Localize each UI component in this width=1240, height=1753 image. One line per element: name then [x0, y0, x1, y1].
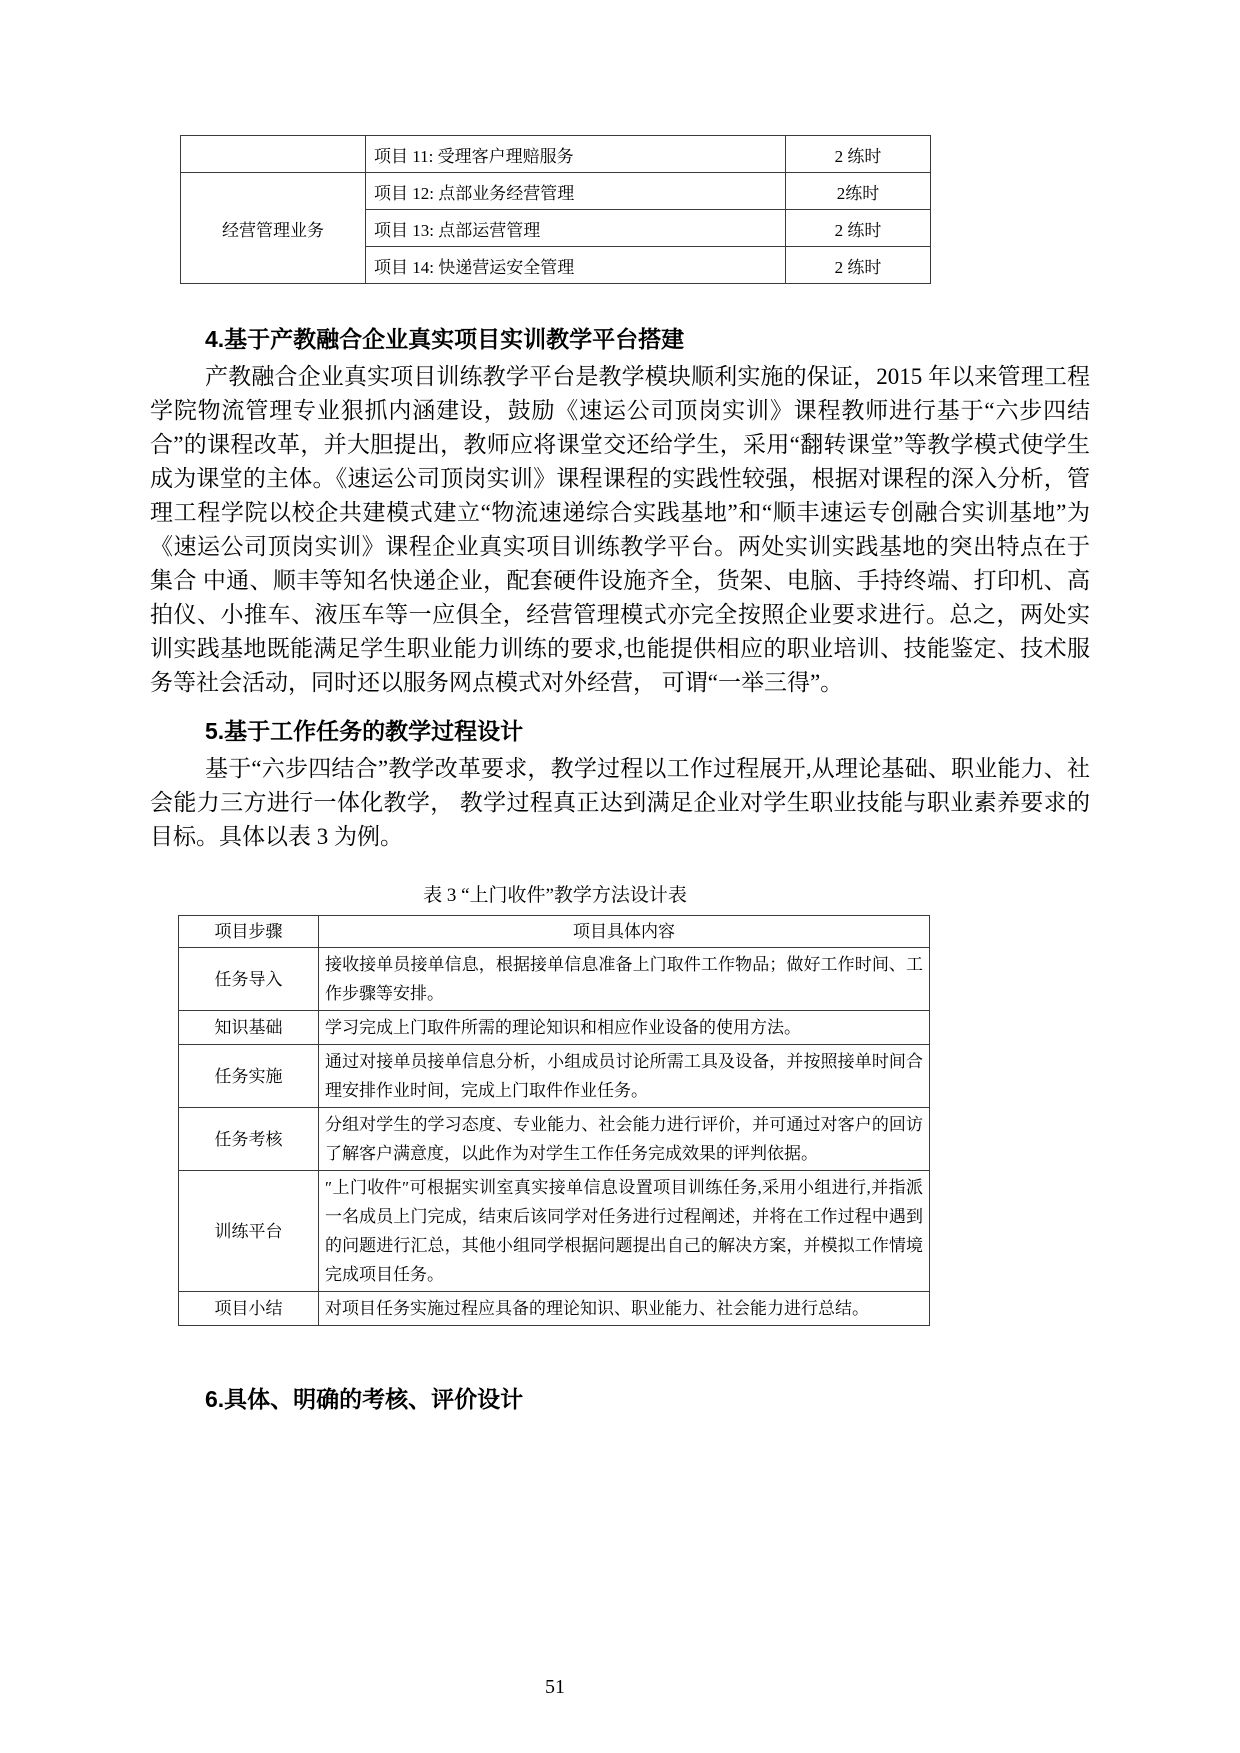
table-row — [179, 1108, 930, 1171]
table-header-row — [179, 916, 930, 948]
content-cell: 通过对接单员接单信息分析，小组成员讨论所需工具及设备，并按照接单时间合理安排作业时间，完成上门取件作业任务。 — [319, 1045, 930, 1108]
section5-heading: 5.基于工作任务的教学过程设计 — [205, 718, 524, 744]
category-cell-empty — [181, 136, 366, 173]
table-row — [181, 136, 931, 173]
step-cell: 任务导入 — [179, 948, 319, 1011]
header-content: 项目具体内容 — [319, 916, 930, 948]
table-row — [179, 948, 930, 1011]
step-cell: 任务实施 — [179, 1045, 319, 1108]
hours-cell: 2 练时 — [786, 210, 931, 247]
table-row — [179, 1045, 930, 1108]
hours-cell: 2练时 — [786, 173, 931, 210]
hours-cell: 2 练时 — [786, 136, 931, 173]
section5-paragraph: 基于“六步四结合”教学改革要求，教学过程以工作过程展开,从理论基础、职业能力、社会能力三方进行一体化教学， 教学过程真正达到满足企业对学生职业技能与职业素养要求的目标。具体以表 3 为例。 — [150, 756, 1091, 849]
content-cell: 分组对学生的学习态度、专业能力、社会能力进行评价，并可通过对客户的回访了解客户满意度，以此作为对学生工作任务完成效果的评判依据。 — [319, 1108, 930, 1171]
step-cell: 训练平台 — [179, 1171, 319, 1292]
table-row — [179, 1292, 930, 1326]
section6-heading: 6.具体、明确的考核、评价设计 — [205, 1386, 524, 1412]
table-row — [181, 173, 931, 210]
content-cell: 接收接单员接单信息，根据接单信息准备上门取件工作物品；做好工作时间、工作步骤等安排。 — [319, 948, 930, 1011]
content-cell: 对项目任务实施过程应具备的理论知识、职业能力、社会能力进行总结。 — [319, 1292, 930, 1326]
step-cell: 知识基础 — [179, 1011, 319, 1045]
table-row — [179, 1171, 930, 1292]
project-cell: 项目 13: 点部运营管理 — [366, 210, 786, 247]
step-cell: 任务考核 — [179, 1108, 319, 1171]
step-cell: 项目小结 — [179, 1292, 319, 1326]
section4-heading: 4.基于产教融合企业真实项目实训教学平台搭建 — [205, 326, 685, 352]
table-row — [179, 1011, 930, 1045]
section4-paragraph: 产教融合企业真实项目训练教学平台是教学模块顺利实施的保证，2015 年以来管理工程学院物流管理专业狠抓内涵建设，鼓励《速运公司顶岗实训》课程教师进行基于“六步四结合”的课程改革，并大胆提出，教师应将课堂交还给学生，采用“翻转课堂”等教学模式使学生成为课堂的主体。《速运公司顶岗实训》课程课程的实践性较强，根据对课程的深入分析，管理工程学院以校企共建模式建立“物流速递综合实践基地”和“顺丰速运专创融合实训基地”为《速运公司顶岗实训》课程企业真实项目训练教学平台。两处实训实践基地的突出特点在于集合 中通、顺丰等知名快递企业，配套硬件设施齐全，货架、电脑、手持终端、打印机、高拍仪、小推车、液压车等一应俱全，经营管理模式亦完全按照企业要求进行。总之，两处实训实践基地既能满足学生职业能力训练的要求,也能提供相应的职业培训、技能鉴定、技术服务等社会活动，同时还以服务网点模式对外经营， 可谓“一举三得”。 — [150, 364, 1090, 695]
hours-cell: 2 练时 — [786, 247, 931, 284]
project-cell: 项目 14: 快递营运安全管理 — [366, 247, 786, 284]
header-step: 项目步骤 — [179, 916, 319, 948]
table3-caption: 表 3 “上门收件”教学方法设计表 — [423, 885, 687, 906]
content-cell: ″上门收件″可根据实训室真实接单信息设置项目训练任务,采用小组进行,并指派一名成员上门完成，结束后该同学对任务进行过程阐述，并将在工作过程中遇到的问题进行汇总，其他小组同学根据问题提出自己的解决方案，并模拟工作情境完成项目任务。 — [319, 1171, 930, 1292]
project-cell: 项目 12: 点部业务经营管理 — [366, 173, 786, 210]
content-cell: 学习完成上门取件所需的理论知识和相应作业设备的使用方法。 — [319, 1011, 930, 1045]
project-cell: 项目 11: 受理客户理赔服务 — [366, 136, 786, 173]
course-hours-table — [180, 135, 931, 284]
page-number: 51 — [545, 1676, 565, 1698]
teaching-design-table — [178, 915, 930, 1326]
category-cell: 经营管理业务 — [181, 173, 366, 284]
